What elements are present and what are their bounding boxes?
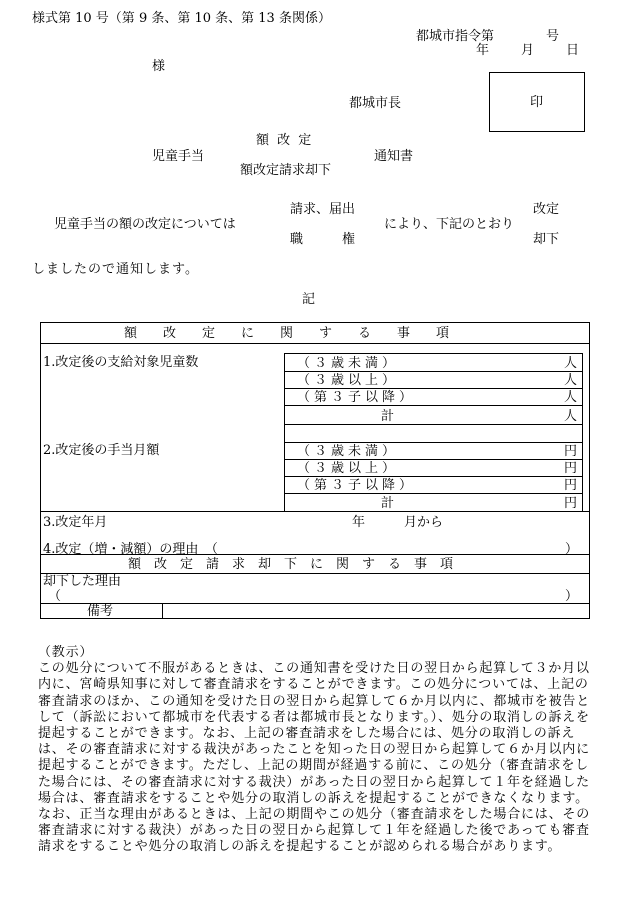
children-total-unit: 人 bbox=[564, 409, 578, 424]
amount-under3-unit: 円 bbox=[564, 444, 578, 459]
notice-heading: （教示） bbox=[38, 645, 94, 660]
children-third-label: （第３子以降） bbox=[297, 390, 417, 405]
remarks-label: 備考 bbox=[87, 604, 114, 619]
children-third-unit: 人 bbox=[564, 390, 578, 405]
option-request: 請求、届出 bbox=[290, 202, 356, 217]
body-middle: により、下記のとおり bbox=[384, 217, 515, 232]
option-authority: 職 権 bbox=[290, 232, 356, 247]
children-over3-label: （３歳以上） bbox=[297, 373, 400, 388]
title-option-rejection: 額改定請求却下 bbox=[240, 163, 332, 178]
item3-value: 年 月から bbox=[352, 515, 444, 530]
item3-label: 3.改定年月 bbox=[43, 515, 108, 530]
children-total-label: 計 bbox=[381, 409, 395, 424]
seal-label: 印 bbox=[530, 95, 544, 110]
title-suffix: 通知書 bbox=[374, 149, 414, 164]
form-number: 様式第 10 号（第 9 条、第 10 条、第 13 条関係） bbox=[32, 11, 331, 26]
rejection-label: 却下した理由 bbox=[43, 574, 122, 589]
children-over3-unit: 人 bbox=[564, 373, 578, 388]
item4-close: ） bbox=[565, 542, 579, 557]
rejection-close: ） bbox=[565, 589, 579, 604]
item4-label: 4.改定（増・減額）の理由 （ bbox=[43, 542, 218, 557]
amount-total-unit: 円 bbox=[564, 496, 578, 511]
notice-text: この処分について不服があるときは、この通知書を受けた日の翌日から起算して３か月以内に、宮崎県知事に対して審査請求をすることができます。この処分については、上記の審査請求のほか、この通知を受けた日の翌日から起算して６か月以内に、都城市を被告として（訴訟において都城市を代表する者は都城市長となります。）、処分の取消しの訴えを提起することができます。なお、上記の審査請求をした場合には、処分の取消しの訴えは、その審査請求に対する裁決があったことを知った日の翌日から起算して６か月以内に提起することができます。ただし、上記の期間が経過する前に、この処分（審査請求をした場合には、その審査請求に対する裁決）があった日の翌日から起算して１年を経過した場合は、審査請求をすることや処分の取消しの訴えを提起することができなくなります。なお、正当な理由があるときは、上記の期間やこの処分（審査請求をした場合には、その審査請求に対する裁決）があった日の翌日から起算して１年を経過した後であっても審査請求をすることや処分の取消しの訴えを提起することが認められる場合があります。 bbox=[38, 661, 591, 855]
issuer-name: 都城市長 bbox=[349, 96, 402, 111]
body-closing: しましたので通知します。 bbox=[32, 262, 199, 277]
body-lead: 児童手当の額の改定については bbox=[54, 217, 236, 232]
children-under3-unit: 人 bbox=[564, 356, 578, 371]
ki-mark: 記 bbox=[302, 292, 316, 307]
amount-total-label: 計 bbox=[381, 496, 395, 511]
document-number: 都城市指令第 号 bbox=[416, 29, 560, 44]
issue-date: 年 月 日 bbox=[476, 43, 582, 58]
addressee-suffix: 様 bbox=[152, 59, 166, 74]
title-prefix: 児童手当 bbox=[152, 149, 205, 164]
amount-third-unit: 円 bbox=[564, 478, 578, 493]
children-under3-label: （３歳未満） bbox=[297, 356, 400, 371]
item1-label: 1.改定後の支給対象児童数 bbox=[43, 355, 199, 370]
seal-box bbox=[489, 72, 585, 132]
amount-over3-label: （３歳以上） bbox=[297, 461, 400, 476]
title-option-revision: 額 改 定 bbox=[256, 133, 314, 148]
amount-third-label: （第３子以降） bbox=[297, 478, 417, 493]
amount-under3-label: （３歳未満） bbox=[297, 444, 400, 459]
option-revise: 改定 bbox=[533, 202, 560, 217]
item2-label: 2.改定後の手当月額 bbox=[43, 443, 160, 458]
section-rejection-header: 額 改 定 請 求 却 下 に 関 す る 事 項 bbox=[128, 557, 454, 572]
option-reject: 却下 bbox=[533, 232, 560, 247]
appeal-notice bbox=[38, 645, 594, 856]
amount-over3-unit: 円 bbox=[564, 461, 578, 476]
rejection-open: （ bbox=[48, 589, 62, 604]
section-revision-header: 額 改 定 に 関 す る 事 項 bbox=[124, 326, 450, 341]
